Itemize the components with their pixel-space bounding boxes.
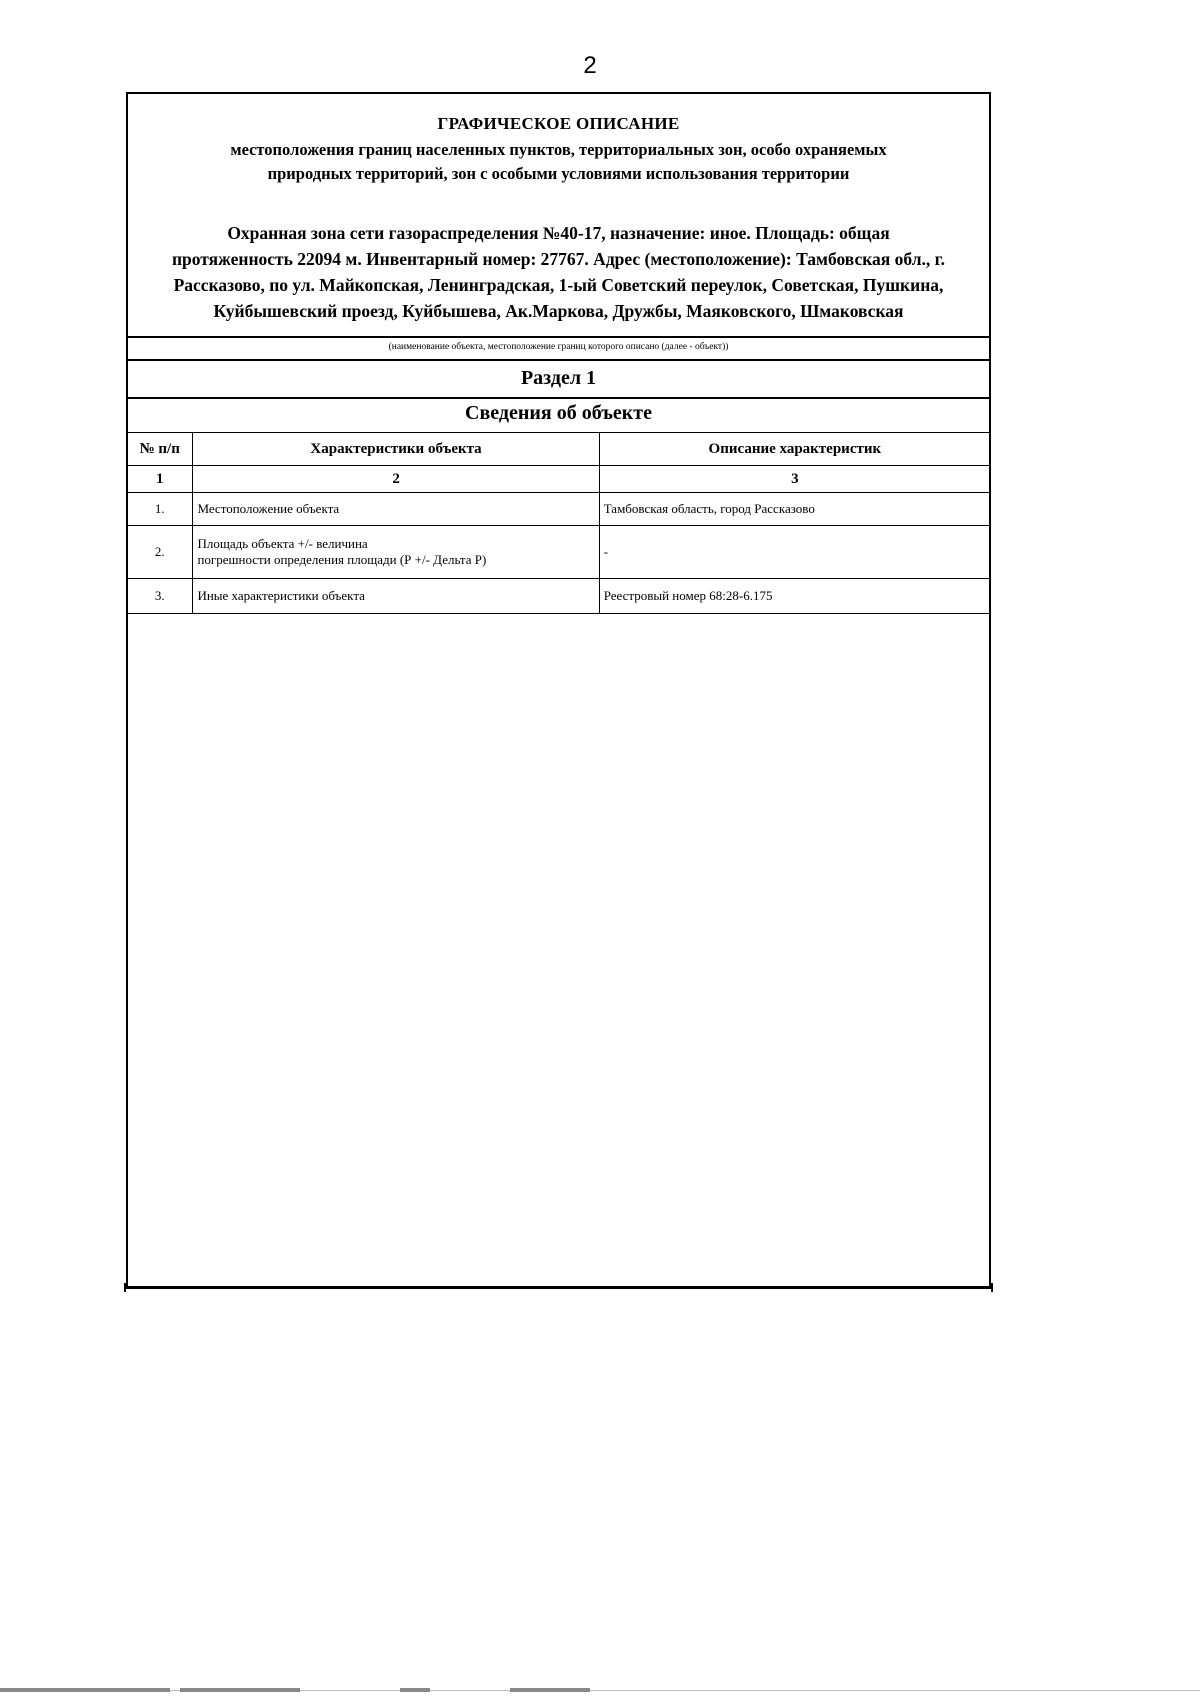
object-name [130,220,987,324]
column-number: 1 [127,466,193,493]
object-info-table [126,432,991,614]
header-cell-characteristic: Характеристики объекта [193,433,599,466]
row-characteristic [193,526,599,579]
scan-artifact [180,1688,300,1692]
table-header-row [127,433,991,466]
row-description: - [599,526,990,579]
row-characteristic-line: Площадь объекта +/- величина [197,536,368,551]
table-row [127,526,991,579]
subtitle-line: природных территорий, зон с особыми условиями использования территории [267,164,850,183]
frame-corner-tick [124,1283,126,1292]
column-number-row [127,466,991,493]
object-name-line: протяженность 22094 м. Инвентарный номер: 27767. Адрес (местоположение): Тамбовская обл., г. [171,249,946,269]
object-caption: (наименование объекта, местоположение границ которого описано (далее - объект)) [388,342,729,352]
section-number: Раздел 1 [520,367,597,389]
column-number: 2 [193,466,599,493]
column-number: 3 [599,466,990,493]
scan-artifact [400,1688,430,1692]
title-block [128,94,989,336]
table-row [127,493,991,526]
row-characteristic: Иные характеристики объекта [193,579,599,614]
object-name-line: Куйбышевский проезд, Куйбышева, Ак.Маркова, Дружбы, Маяковского, Шмаковская [213,301,904,321]
row-description: Реестровый номер 68:28-6.175 [599,579,990,614]
document-frame [126,92,991,1288]
document-title: ГРАФИЧЕСКОЕ ОПИСАНИЕ [437,114,680,133]
row-number: 3. [127,579,193,614]
section-name: Сведения об объекте [465,402,652,424]
frame-corner-tick [991,1283,993,1292]
row-characteristic: Местоположение объекта [193,493,599,526]
object-name-line: Рассказово, по ул. Майкопская, Ленинградская, 1-ый Советский переулок, Советская, Пушкина, [173,275,944,295]
object-name-line: Охранная зона сети газораспределения №40-17, назначение: иное. Площадь: общая [227,223,890,243]
table-row [127,579,991,614]
scan-artifact [510,1688,590,1692]
document-subtitle [148,138,969,186]
divider [128,359,989,361]
subtitle-line: местоположения границ населенных пунктов, территориальных зон, особо охраняемых [230,140,887,159]
divider [128,397,989,399]
page-number: 2 [583,52,597,79]
frame-bottom-border [124,1286,993,1289]
scan-artifact [0,1688,170,1692]
row-characteristic-line: погрешности определения площади (Р +/- Дельта Р) [197,552,487,567]
row-number: 2. [127,526,193,579]
header-cell-description: Описание характеристик [599,433,990,466]
row-number: 1. [127,493,193,526]
row-description: Тамбовская область, город Рассказово [599,493,990,526]
header-cell-number: № п/п [127,433,193,466]
